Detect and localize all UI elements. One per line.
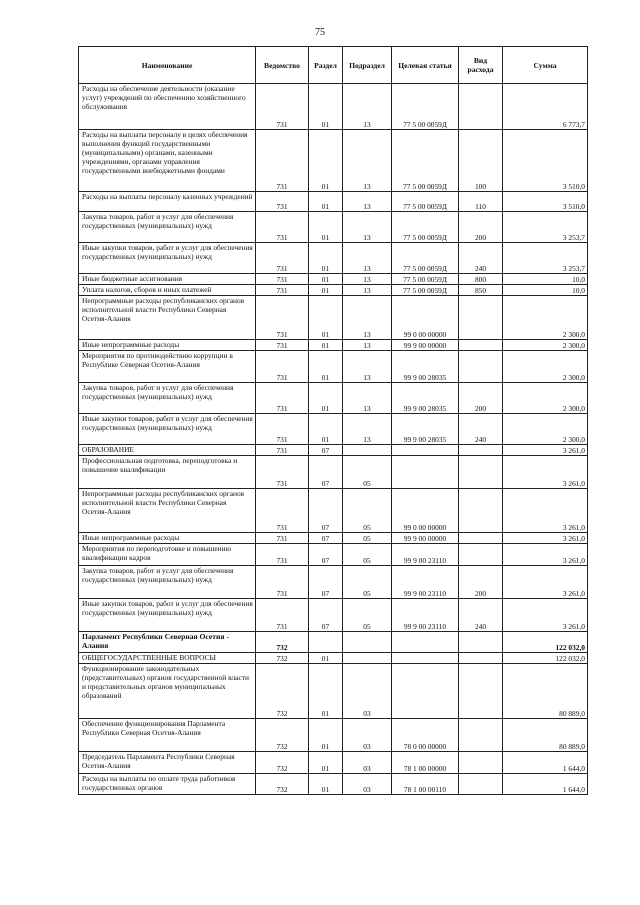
column-header: Целевая статья — [392, 47, 459, 84]
row-name: Уплата налогов, сборов и иных платежей — [79, 285, 256, 296]
row-vid-raskhoda: 200 — [459, 383, 503, 414]
row-vedomstvo: 731 — [256, 296, 309, 340]
row-vid-raskhoda: 800 — [459, 274, 503, 285]
row-razdel: 01 — [309, 383, 343, 414]
row-vid-raskhoda: 110 — [459, 192, 503, 212]
row-summa: 3 261,0 — [503, 544, 588, 566]
row-summa: 3 253,7 — [503, 212, 588, 243]
table-row — [79, 274, 588, 285]
table-row — [79, 285, 588, 296]
row-podrazdel: 13 — [343, 243, 392, 274]
row-name: Закупка товаров, работ и услуг для обеспечения государственных (муниципальных) нужд — [79, 383, 256, 414]
row-razdel — [309, 632, 343, 653]
row-razdel: 07 — [309, 566, 343, 599]
row-podrazdel: 13 — [343, 274, 392, 285]
row-statya: 99 9 00 00000 — [392, 533, 459, 544]
row-vid-raskhoda: 200 — [459, 566, 503, 599]
row-vedomstvo: 731 — [256, 489, 309, 533]
row-statya: 99 9 00 23110 — [392, 566, 459, 599]
row-vid-raskhoda — [459, 774, 503, 795]
table-row — [79, 774, 588, 795]
row-razdel: 01 — [309, 192, 343, 212]
table-row — [79, 653, 588, 664]
row-statya: 99 9 00 28035 — [392, 351, 459, 383]
row-name: Мероприятия по противодействию коррупции в Республике Северная Осетия-Алания — [79, 351, 256, 383]
table-row — [79, 351, 588, 383]
table-row — [79, 296, 588, 340]
row-statya: 78 1 00 00000 — [392, 752, 459, 774]
row-name: Непрограммные расходы республиканских органов исполнительной власти Республики Северная Осетия-Алания — [79, 296, 256, 340]
row-vid-raskhoda — [459, 544, 503, 566]
row-podrazdel: 13 — [343, 414, 392, 445]
row-name: ОБЩЕГОСУДАРСТВЕННЫЕ ВОПРОСЫ — [79, 653, 256, 664]
row-podrazdel: 13 — [343, 212, 392, 243]
row-vedomstvo: 732 — [256, 653, 309, 664]
row-razdel: 01 — [309, 340, 343, 351]
row-podrazdel: 13 — [343, 285, 392, 296]
row-vid-raskhoda — [459, 489, 503, 533]
row-vedomstvo: 731 — [256, 566, 309, 599]
row-podrazdel: 13 — [343, 351, 392, 383]
table-row — [79, 212, 588, 243]
row-podrazdel: 05 — [343, 533, 392, 544]
budget-table — [78, 46, 588, 795]
row-vedomstvo: 732 — [256, 664, 309, 719]
table-row — [79, 664, 588, 719]
row-name: Парламент Республики Северная Осетия - Алания — [79, 632, 256, 653]
row-summa: 3 261,0 — [503, 533, 588, 544]
row-podrazdel: 05 — [343, 566, 392, 599]
row-vedomstvo: 731 — [256, 533, 309, 544]
table-row — [79, 489, 588, 533]
row-summa: 2 300,0 — [503, 296, 588, 340]
row-name: Обеспечение функционирования Парламента Республики Северная Осетия-Алания — [79, 719, 256, 752]
row-vid-raskhoda — [459, 296, 503, 340]
row-vedomstvo: 732 — [256, 752, 309, 774]
row-summa: 2 300,0 — [503, 351, 588, 383]
row-vid-raskhoda: 240 — [459, 414, 503, 445]
row-statya — [392, 632, 459, 653]
row-summa: 3 261,0 — [503, 445, 588, 456]
row-podrazdel: 05 — [343, 544, 392, 566]
row-razdel: 01 — [309, 84, 343, 130]
row-statya: 99 0 00 00000 — [392, 296, 459, 340]
row-name: Иные закупки товаров, работ и услуг для обеспечения государственных (муниципальных) нужд — [79, 243, 256, 274]
row-name: Иные непрограммные расходы — [79, 533, 256, 544]
row-statya — [392, 445, 459, 456]
row-razdel: 01 — [309, 351, 343, 383]
table-header-row — [79, 47, 588, 84]
row-vedomstvo: 731 — [256, 351, 309, 383]
column-header: Наименование — [79, 47, 256, 84]
table-row — [79, 632, 588, 653]
table-row — [79, 544, 588, 566]
row-statya: 77 5 00 0059Д — [392, 192, 459, 212]
row-razdel: 01 — [309, 653, 343, 664]
table-row — [79, 130, 588, 192]
row-vedomstvo: 731 — [256, 445, 309, 456]
row-summa: 3 261,0 — [503, 489, 588, 533]
row-podrazdel — [343, 445, 392, 456]
row-name: Иные закупки товаров, работ и услуг для обеспечения государственных (муниципальных) нужд — [79, 414, 256, 445]
row-razdel: 01 — [309, 130, 343, 192]
row-statya — [392, 456, 459, 489]
row-podrazdel: 13 — [343, 84, 392, 130]
page-number: 75 — [315, 27, 325, 38]
row-vedomstvo: 731 — [256, 340, 309, 351]
row-vid-raskhoda: 200 — [459, 212, 503, 243]
table-row — [79, 533, 588, 544]
row-vedomstvo: 731 — [256, 243, 309, 274]
row-podrazdel: 05 — [343, 456, 392, 489]
row-razdel: 01 — [309, 285, 343, 296]
table-row — [79, 192, 588, 212]
row-vid-raskhoda: 240 — [459, 243, 503, 274]
row-name: Иные бюджетные ассигнования — [79, 274, 256, 285]
row-razdel: 01 — [309, 212, 343, 243]
row-name: Профессиональная подготовка, переподготовка и повышение квалификации — [79, 456, 256, 489]
row-summa: 122 032,0 — [503, 632, 588, 653]
row-statya: 77 5 00 0059Д — [392, 274, 459, 285]
table-row — [79, 414, 588, 445]
row-vedomstvo: 731 — [256, 599, 309, 632]
row-statya: 99 0 00 00000 — [392, 489, 459, 533]
column-header: Подраздел — [343, 47, 392, 84]
row-razdel: 07 — [309, 533, 343, 544]
row-name: ОБРАЗОВАНИЕ — [79, 445, 256, 456]
row-vedomstvo: 731 — [256, 414, 309, 445]
row-podrazdel: 13 — [343, 340, 392, 351]
row-podrazdel: 05 — [343, 489, 392, 533]
table-row — [79, 445, 588, 456]
row-podrazdel: 05 — [343, 599, 392, 632]
row-name: Мероприятия по переподготовке и повышению квалификации кадров — [79, 544, 256, 566]
row-vedomstvo: 732 — [256, 774, 309, 795]
row-vedomstvo: 732 — [256, 719, 309, 752]
row-razdel: 01 — [309, 719, 343, 752]
table-row — [79, 599, 588, 632]
row-podrazdel — [343, 632, 392, 653]
row-summa: 10,0 — [503, 274, 588, 285]
row-vedomstvo: 731 — [256, 84, 309, 130]
row-name: Расходы на выплаты по оплате труда работников государственных органов — [79, 774, 256, 795]
row-summa: 2 300,0 — [503, 414, 588, 445]
row-statya: 99 9 00 28035 — [392, 414, 459, 445]
row-name: Расходы на выплаты персоналу казенных учреждений — [79, 192, 256, 212]
row-name: Закупка товаров, работ и услуг для обеспечения государственных (муниципальных) нужд — [79, 566, 256, 599]
row-podrazdel: 03 — [343, 752, 392, 774]
row-summa: 3 510,0 — [503, 130, 588, 192]
row-razdel: 07 — [309, 456, 343, 489]
row-statya — [392, 664, 459, 719]
row-summa: 80 889,0 — [503, 664, 588, 719]
row-summa: 1 644,0 — [503, 774, 588, 795]
row-summa: 3 261,0 — [503, 456, 588, 489]
row-name: Непрограммные расходы республиканских органов исполнительной власти Республики Северная Осетия-Алания — [79, 489, 256, 533]
row-statya: 78 1 00 00110 — [392, 774, 459, 795]
row-vid-raskhoda — [459, 632, 503, 653]
row-podrazdel: 03 — [343, 719, 392, 752]
row-razdel: 07 — [309, 599, 343, 632]
row-statya — [392, 653, 459, 664]
row-summa: 80 889,0 — [503, 719, 588, 752]
table-row — [79, 84, 588, 130]
row-summa: 2 300,0 — [503, 383, 588, 414]
row-statya: 99 9 00 28035 — [392, 383, 459, 414]
row-vedomstvo: 731 — [256, 212, 309, 243]
row-vid-raskhoda: 850 — [459, 285, 503, 296]
row-summa: 10,0 — [503, 285, 588, 296]
row-name: Функционирование законодательных (представительных) органов государственной власти и представительных органов муниципальных образований — [79, 664, 256, 719]
row-statya: 78 0 00 00000 — [392, 719, 459, 752]
row-razdel: 01 — [309, 664, 343, 719]
row-vid-raskhoda — [459, 752, 503, 774]
row-podrazdel: 03 — [343, 774, 392, 795]
row-summa: 1 644,0 — [503, 752, 588, 774]
column-header: Сумма — [503, 47, 588, 84]
table-row — [79, 243, 588, 274]
row-razdel: 01 — [309, 296, 343, 340]
row-podrazdel: 13 — [343, 130, 392, 192]
row-summa: 6 773,7 — [503, 84, 588, 130]
row-razdel: 07 — [309, 489, 343, 533]
row-summa: 122 032,0 — [503, 653, 588, 664]
row-razdel: 01 — [309, 274, 343, 285]
row-summa: 2 300,0 — [503, 340, 588, 351]
column-header: Вид расхода — [459, 47, 503, 84]
row-razdel: 01 — [309, 774, 343, 795]
row-vid-raskhoda — [459, 351, 503, 383]
row-vedomstvo: 731 — [256, 544, 309, 566]
row-vedomstvo: 731 — [256, 130, 309, 192]
table-row — [79, 456, 588, 489]
row-podrazdel — [343, 653, 392, 664]
table-row — [79, 383, 588, 414]
row-name: Иные закупки товаров, работ и услуг для обеспечения государственных (муниципальных) нужд — [79, 599, 256, 632]
row-razdel: 07 — [309, 445, 343, 456]
row-razdel: 01 — [309, 414, 343, 445]
row-summa: 3 510,0 — [503, 192, 588, 212]
row-vid-raskhoda — [459, 653, 503, 664]
table-row — [79, 719, 588, 752]
table-body — [79, 84, 588, 795]
row-vid-raskhoda — [459, 84, 503, 130]
row-statya: 77 5 00 0059Д — [392, 243, 459, 274]
table-row — [79, 340, 588, 351]
row-summa: 3 261,0 — [503, 599, 588, 632]
row-name: Иные непрограммные расходы — [79, 340, 256, 351]
row-vid-raskhoda — [459, 533, 503, 544]
row-vid-raskhoda — [459, 445, 503, 456]
row-summa: 3 253,7 — [503, 243, 588, 274]
row-statya: 99 9 00 00000 — [392, 340, 459, 351]
row-vid-raskhoda — [459, 719, 503, 752]
row-vedomstvo: 731 — [256, 383, 309, 414]
row-name: Расходы на выплаты персоналу в целях обеспечения выполнения функций государственными (муниципальными) органами, казенными учреждениями, органами управления государственными внебюджетными фондами — [79, 130, 256, 192]
row-vid-raskhoda — [459, 340, 503, 351]
row-vid-raskhoda: 100 — [459, 130, 503, 192]
column-header: Раздел — [309, 47, 343, 84]
row-podrazdel: 13 — [343, 383, 392, 414]
row-vid-raskhoda — [459, 664, 503, 719]
row-vedomstvo: 731 — [256, 456, 309, 489]
row-podrazdel: 03 — [343, 664, 392, 719]
row-name: Председатель Парламента Республики Северная Осетия-Алания — [79, 752, 256, 774]
row-statya: 77 5 00 0059Д — [392, 130, 459, 192]
row-razdel: 01 — [309, 243, 343, 274]
row-vedomstvo: 731 — [256, 192, 309, 212]
row-statya: 99 9 00 23110 — [392, 544, 459, 566]
row-vedomstvo: 731 — [256, 285, 309, 296]
row-vid-raskhoda — [459, 456, 503, 489]
row-statya: 77 5 00 0059Д — [392, 212, 459, 243]
table-row — [79, 752, 588, 774]
row-vid-raskhoda: 240 — [459, 599, 503, 632]
column-header: Ведомство — [256, 47, 309, 84]
row-vedomstvo: 731 — [256, 274, 309, 285]
row-statya: 99 9 00 23110 — [392, 599, 459, 632]
row-summa: 3 261,0 — [503, 566, 588, 599]
row-vedomstvo: 732 — [256, 632, 309, 653]
row-name: Закупка товаров, работ и услуг для обеспечения государственных (муниципальных) нужд — [79, 212, 256, 243]
row-podrazdel: 13 — [343, 296, 392, 340]
row-name: Расходы на обеспечение деятельности (оказание услуг) учреждений по обеспечению хозяйственного обслуживания — [79, 84, 256, 130]
row-statya: 77 5 00 0059Д — [392, 285, 459, 296]
row-podrazdel: 13 — [343, 192, 392, 212]
row-razdel: 01 — [309, 752, 343, 774]
table-row — [79, 566, 588, 599]
row-razdel: 07 — [309, 544, 343, 566]
row-statya: 77 5 00 0059Д — [392, 84, 459, 130]
